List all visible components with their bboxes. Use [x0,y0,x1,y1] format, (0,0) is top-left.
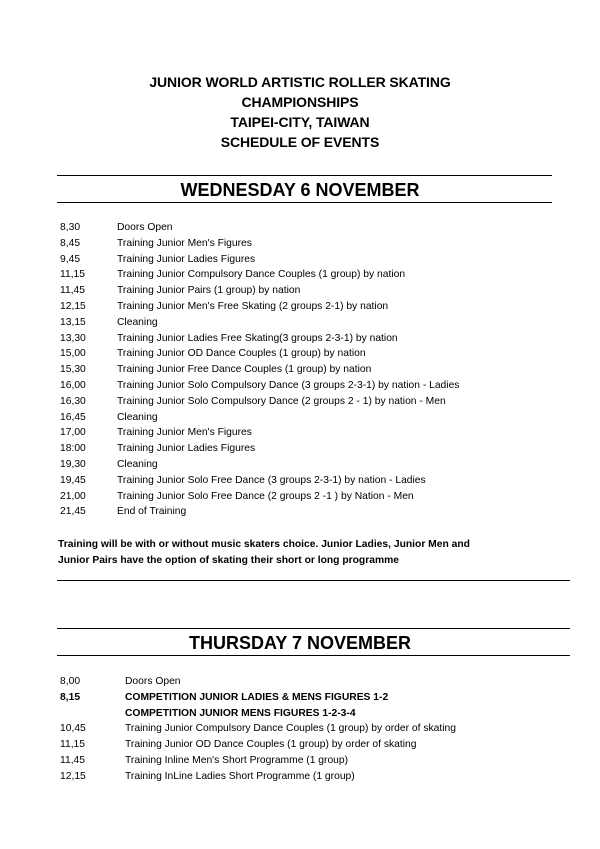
event-time: 15,00 [60,348,86,360]
event-time: 12,15 [60,300,86,312]
schedule-row [60,473,580,489]
event-time: 9,45 [60,253,81,265]
event-description: Training Junior Ladies Free Skating(3 groups 2-3-1) by nation [117,332,398,344]
schedule-row [60,690,580,706]
event-description: Cleaning [117,458,158,470]
schedule-list-thursday [60,674,580,785]
event-description: COMPETITION JUNIOR MENS FIGURES 1-2-3-4 [125,707,356,719]
event-time: 12,15 [60,770,86,782]
event-description: Cleaning [117,411,158,423]
event-time: 17,00 [60,427,86,439]
divider-bottom-thursday [57,655,570,656]
event-time: 10,45 [60,723,86,735]
schedule-row [60,220,580,236]
event-time: 21,45 [60,506,86,518]
event-time: 16,30 [60,395,86,407]
event-description: Training Junior OD Dance Couples (1 group) by nation [117,348,366,360]
event-time: 11,45 [60,285,86,297]
event-time: 11,15 [60,739,86,751]
schedule-row [60,737,580,753]
event-description: Training Junior Ladies Figures [117,253,256,265]
event-description: Training Junior OD Dance Couples (1 group) by order of skating [125,739,417,751]
header-line: JUNIOR WORLD ARTISTIC ROLLER SKATING [149,74,451,90]
event-description: Training Junior Ladies Figures [117,443,256,455]
training-note-line: Junior Pairs have the option of skating their short or long programme [58,554,399,566]
training-note-line: Training will be with or without music skaters choice. Junior Ladies, Junior Men and [58,539,470,550]
schedule-row [60,769,580,785]
header-line: CHAMPIONSHIPS [241,94,359,110]
document-header [0,72,600,152]
schedule-row [60,236,580,252]
event-time: 8,45 [60,237,81,249]
schedule-list-wednesday [60,220,580,520]
schedule-row [60,299,580,315]
event-description: Training Junior Solo Compulsory Dance (3 groups 2-3-1) by nation - Ladies [117,379,460,391]
event-description: COMPETITION JUNIOR LADIES & MENS FIGURES 1-2 [125,691,389,703]
event-time: 21,00 [60,490,86,502]
schedule-row [60,346,580,362]
schedule-row [60,674,580,690]
event-time: 11,15 [60,269,86,281]
event-time: 8,00 [60,676,81,687]
day-title-thursday: THURSDAY 7 NOVEMBER [188,633,412,653]
event-description: Training Junior Solo Free Dance (2 groups 2 -1 ) by Nation - Men [117,490,414,502]
schedule-row [60,504,580,520]
event-time: 8,15 [60,691,81,703]
event-description: Training Junior Pairs (1 group) by nation [117,285,301,297]
event-time: 8,30 [60,222,81,233]
schedule-row [60,457,580,473]
training-note [58,537,558,568]
schedule-row [60,425,580,441]
section-divider [57,580,570,581]
event-description: End of Training [117,506,187,518]
schedule-row [60,283,580,299]
event-description: Doors Open [117,222,173,233]
event-time: 11,45 [60,754,86,766]
header-line: SCHEDULE OF EVENTS [220,134,380,150]
schedule-row [60,410,580,426]
event-time: 13,30 [60,332,86,344]
schedule-row [60,489,580,505]
event-description: Training Junior Men's Figures [117,237,252,249]
schedule-row [60,315,580,331]
event-time: 16,00 [60,379,86,391]
event-description: Training Junior Men's Figures [117,427,252,439]
event-description: Training Junior Compulsory Dance Couples (1 group) by order of skating [125,723,456,735]
header-line: TAIPEI-CITY, TAIWAN [230,114,370,130]
schedule-row [60,252,580,268]
event-description: Training Junior Free Dance Couples (1 group) by nation [117,364,372,376]
schedule-row [60,378,580,394]
event-time: 15,30 [60,364,86,376]
event-time: 19,45 [60,474,86,486]
schedule-row [60,394,580,410]
schedule-row [60,267,580,283]
event-description: Training Junior Compulsory Dance Couples (1 group) by nation [117,269,406,281]
event-time: 18:00 [60,443,86,455]
event-time: 13,15 [60,316,86,328]
event-description: Doors Open [125,676,181,687]
event-description: Training Junior Men's Free Skating (2 groups 2-1) by nation [117,300,389,312]
event-time: 19,30 [60,458,86,470]
event-description: Cleaning [117,316,158,328]
divider-top-wednesday [57,175,552,176]
schedule-row [60,441,580,457]
event-description: Training InLine Ladies Short Programme (1 group) [125,770,355,782]
event-description: Training Inline Men's Short Programme (1 group) [125,754,349,766]
event-description: Training Junior Solo Free Dance (3 groups 2-3-1) by nation - Ladies [117,474,426,486]
event-description: Training Junior Solo Compulsory Dance (2 groups 2 - 1) by nation - Men [117,395,446,407]
schedule-row [60,753,580,769]
event-time [60,706,125,722]
divider-bottom-wednesday [57,202,552,203]
schedule-row [60,362,580,378]
schedule-row [60,706,580,722]
event-time: 16,45 [60,411,86,423]
schedule-row [60,331,580,347]
schedule-row [60,721,580,737]
day-title-wednesday: WEDNESDAY 6 NOVEMBER [180,180,420,200]
divider-top-thursday [57,628,570,629]
